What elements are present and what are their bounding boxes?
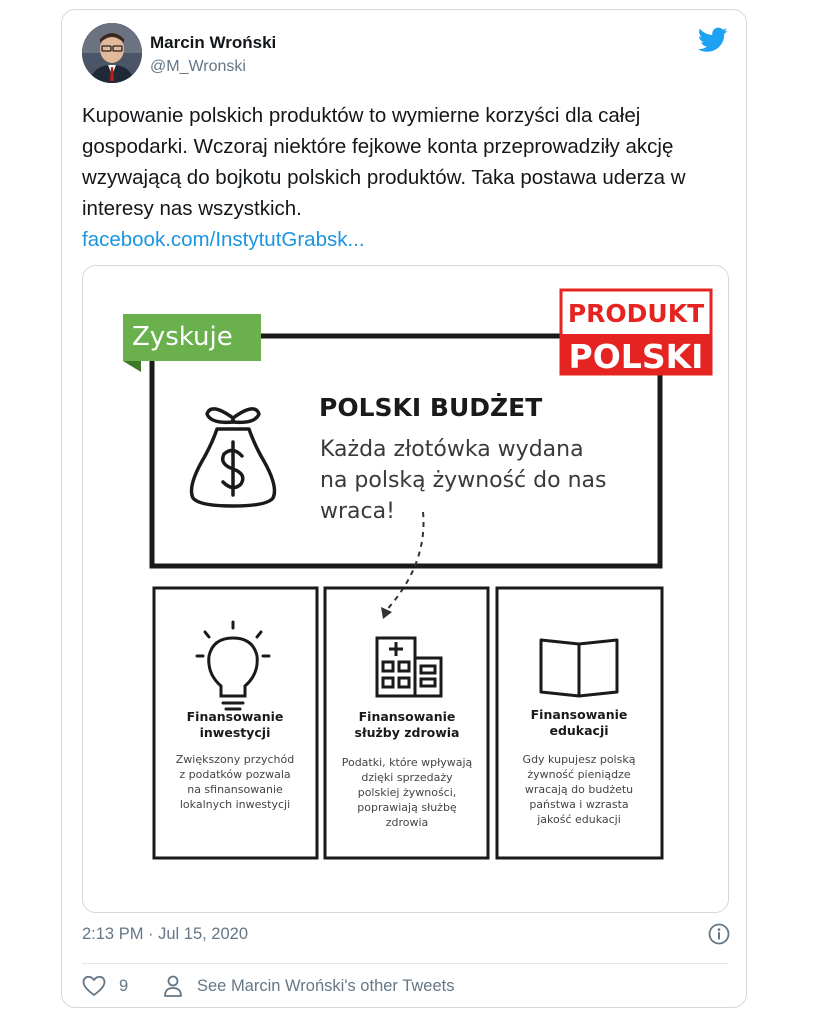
box3-title-line1: Finansowanie [530, 707, 628, 722]
box1-title-line2: inwestycji [199, 725, 271, 740]
main-text-line3: wraca! [320, 499, 395, 524]
ribbon-text: Zyskuje [132, 322, 233, 352]
tweet-body: Kupowanie polskich produktów to wymierne korzyści dla całej gospodarki. Wczoraj niektóre fejkowe konta przeprowadziły akcję wzywającą do bojkotu polskich produktów. Taka postawa uderza w interesy nas wszystkich. [82, 104, 686, 220]
box1-text-line3: na sfinansowanie [187, 783, 283, 796]
box1-text-line1: Zwiększony przychód [175, 753, 295, 766]
box1-title-line1: Finansowanie [186, 709, 284, 724]
author-handle[interactable]: @M_Wronski [150, 58, 246, 75]
tweet-text [82, 100, 722, 255]
logo-line2: POLSKI [568, 337, 704, 376]
main-text-line2: na polską żywność do nas [320, 468, 607, 493]
heart-icon[interactable] [82, 975, 106, 997]
author-name[interactable]: Marcin Wroński [150, 33, 277, 52]
tweet-link[interactable]: facebook.com/InstytutGrabsk... [82, 228, 365, 251]
avatar[interactable] [82, 23, 142, 83]
box2-title-line2: służby zdrowia [354, 725, 460, 740]
person-icon[interactable] [162, 974, 184, 998]
produkt-polski-logo [561, 290, 711, 376]
box3-title-line2: edukacji [549, 723, 609, 738]
info-icon[interactable] [708, 923, 730, 945]
like-count[interactable]: 9 [119, 977, 129, 995]
main-title: POLSKI BUDŻET [319, 393, 543, 422]
divider [82, 963, 728, 964]
box2-text-line4: poprawiają służbę [357, 801, 457, 814]
main-text-line1: Każda złotówka wydana [320, 437, 584, 462]
box3-text-line4: państwa i wzrasta [529, 798, 629, 811]
box3-text-line3: wracają do budżetu [524, 783, 634, 796]
tweet-card [61, 9, 747, 1008]
box2-text-line1: Podatki, które wpływają [341, 756, 473, 769]
box2-title-line1: Finansowanie [358, 709, 456, 724]
see-other-tweets-link[interactable]: See Marcin Wroński's other Tweets [197, 977, 455, 995]
logo-line1: PRODUKT [567, 299, 705, 328]
box1-text-line4: lokalnych inwestycji [179, 798, 291, 811]
tweet-image[interactable] [82, 265, 729, 913]
timestamp[interactable]: 2:13 PM · Jul 15, 2020 [82, 925, 249, 943]
box2-text-line3: polskiej żywności, [357, 786, 457, 799]
box3-text-line5: jakość edukacji [537, 813, 621, 826]
twitter-bird-icon[interactable] [698, 27, 728, 53]
tweet-actions [82, 974, 722, 1000]
box1-text-line2: z podatków pozwala [179, 768, 291, 781]
box3-text-line1: Gdy kupujesz polską [522, 753, 636, 766]
box2-text-line5: zdrowia [385, 816, 429, 829]
box2-text-line2: dzięki sprzedaży [361, 771, 453, 784]
box3-text-line2: żywność pieniądze [527, 768, 631, 781]
tweet-meta [82, 923, 730, 949]
